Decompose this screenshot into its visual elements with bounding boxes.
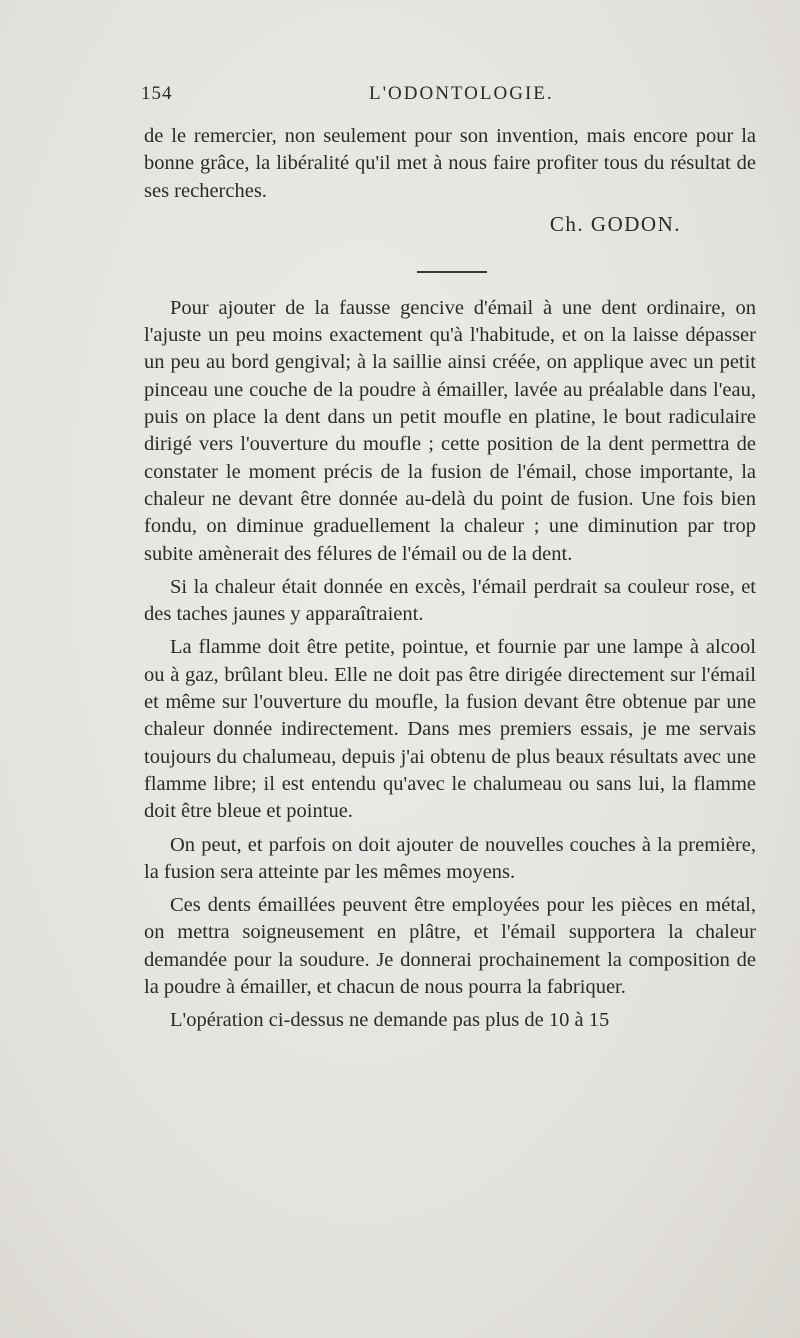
paragraph: Si la chaleur était donnée en excès, l'émail perdrait sa couleur rose, et des taches jaunes y apparaîtraient. — [144, 575, 756, 626]
running-head: L'ODONTOLOGIE. — [369, 83, 554, 104]
section-divider — [417, 271, 487, 273]
body-text — [144, 123, 756, 1035]
page-number: 154 — [141, 83, 173, 104]
page-header — [141, 83, 753, 113]
paragraph: L'opération ci-dessus ne demande pas plus de 10 à 15 — [170, 1009, 610, 1032]
paragraph: On peut, et parfois on doit ajouter de nouvelles couches à la première, la fusion sera atteinte par les mêmes moyens. — [144, 833, 756, 883]
author-signature: Ch. GODON. — [549, 211, 681, 236]
paragraph: Ces dents émaillées peuvent être employées pour les pièces en métal, on mettra soigneusement en plâtre, et l'émail supportera la chaleur demandée pour la soudure. Je donnerai prochainement la composition de la poudre à émailler, et chacun de nous pourra la fabriquer. — [144, 894, 756, 999]
paragraph: Pour ajouter de la fausse gencive d'émail à une dent ordinaire, on l'ajuste un peu moins exactement qu'à l'habitude, et on la laisse dépasser un peu au bord gengival; à la saillie ainsi créée, on applique avec un petit pinceau une couche de la poudre à émailler, lavée au préalable dans l'eau, puis on place la dent dans un petit moufle en platine, le bout radiculaire dirigé vers l'ouverture du moufle ; cette position de la dent permettra de constater le moment précis de la fusion de l'émail, chose importante, la chaleur ne devant être donnée au-delà du point de fusion. Une fois bien fondu, on diminue graduellement la chaleur ; une diminution par trop subite amènerait des félures de l'émail ou de la dent. — [144, 296, 756, 565]
paragraph: La flamme doit être petite, pointue, et fournie par une lampe à alcool ou à gaz, brûlant bleu. Elle ne doit pas être dirigée directement sur l'émail et même sur l'ouverture du moufle, la fusion devant être obtenue par une chaleur donnée indirectement. Dans mes premiers essais, je me servais toujours du chalumeau, depuis j'ai obtenu de plus beaux résultats avec une flamme libre; il est entendu qu'avec le chalumeau ou sans lui, la flamme doit être bleue et pointue. — [144, 636, 756, 823]
continuation-paragraph: de le remercier, non seulement pour son invention, mais encore pour la bonne grâce, la libéralité qu'il met à nous faire profiter tous du résultat de ses recherches. — [144, 125, 756, 202]
